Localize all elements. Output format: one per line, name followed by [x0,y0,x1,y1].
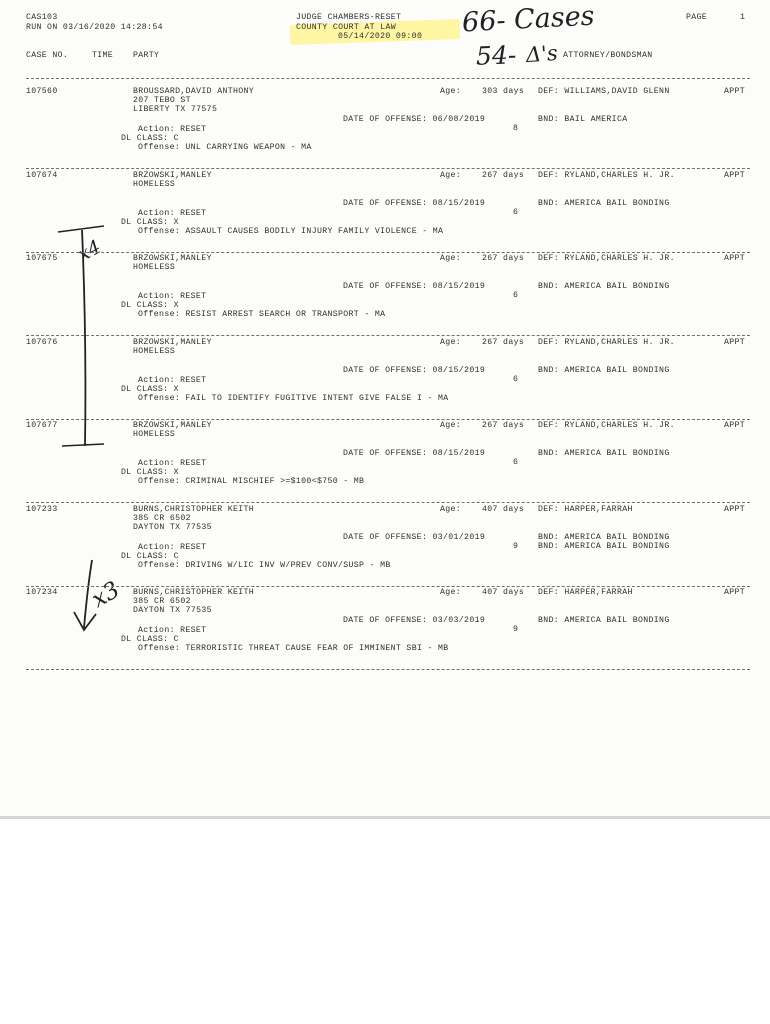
dl-class: DL CLASS: X [121,218,179,227]
report-id: CAS103 [26,13,58,22]
handwritten-case-count: 66- Cases [461,0,596,39]
offense-description: Offense: TERRORISTIC THREAT CAUSE FEAR OF IMMINENT SBI - MB [138,644,449,653]
date-of-offense: DATE OF OFFENSE: 08/15/2019 [343,366,486,375]
page-number: 1 [740,13,746,22]
age-value: 267 days [482,254,525,263]
age-label: Age: [440,421,462,430]
bondsman: BND: AMERICA BAIL BONDING [538,533,670,542]
case-divider [26,168,750,169]
appointment-flag: APPT [724,87,746,96]
case-number: 107560 [26,87,58,96]
age-value: 267 days [482,338,525,347]
offense-description: Offense: RESIST ARREST SEARCH OR TRANSPORT - MA [138,310,386,319]
dl-class: DL CLASS: X [121,385,179,394]
dl-class: DL CLASS: C [121,134,179,143]
party-address-line1: HOMELESS [133,347,176,356]
bondsman: BND: AMERICA BAIL BONDING [538,282,670,291]
date-of-offense: DATE OF OFFENSE: 08/15/2019 [343,199,486,208]
case-number: 107676 [26,338,58,347]
appointment-flag: APPT [724,588,746,597]
case-code: 6 [513,291,519,300]
defense-attorney: DEF: RYLAND,CHARLES H. JR. [538,254,675,263]
case-code: 6 [513,375,519,384]
case-action: Action: RESET [138,626,207,635]
run-timestamp: RUN ON 03/16/2020 14:28:54 [26,23,163,32]
appointment-flag: APPT [724,505,746,514]
party-address-line2: DAYTON TX 77535 [133,523,212,532]
party-address-line2: LIBERTY TX 77575 [133,105,218,114]
column-header-case-no: CASE NO. [26,51,69,60]
bondsman: BND: AMERICA BAIL BONDING [538,449,670,458]
defense-attorney: DEF: RYLAND,CHARLES H. JR. [538,421,675,430]
party-name: BRZOWSKI,MANLEY [133,421,212,430]
case-divider [26,335,750,336]
party-name: BRZOWSKI,MANLEY [133,171,212,180]
case-entry [0,505,770,595]
dl-class: DL CLASS: C [121,635,179,644]
appointment-flag: APPT [724,421,746,430]
age-value: 407 days [482,505,525,514]
age-label: Age: [440,588,462,597]
case-number: 107675 [26,254,58,263]
page-label: PAGE [686,13,708,22]
party-name: BRZOWSKI,MANLEY [133,254,212,263]
party-address-line1: HOMELESS [133,180,176,189]
bondsman: BND: AMERICA BAIL BONDING [538,366,670,375]
case-divider [26,419,750,420]
page-edge [0,816,770,819]
court-date: 05/14/2020 09:00 [338,32,423,41]
party-address-line2: DAYTON TX 77535 [133,606,212,615]
defense-attorney: DEF: HARPER,FARRAH [538,505,633,514]
date-of-offense: DATE OF OFFENSE: 08/15/2019 [343,449,486,458]
age-value: 267 days [482,171,525,180]
date-of-offense: DATE OF OFFENSE: 03/03/2019 [343,616,486,625]
court-title: JUDGE CHAMBERS-RESET [296,13,402,22]
party-name: BROUSSARD,DAVID ANTHONY [133,87,255,96]
date-of-offense: DATE OF OFFENSE: 03/01/2019 [343,533,486,542]
bondsman: BND: AMERICA BAIL BONDING [538,542,670,551]
offense-description: Offense: UNL CARRYING WEAPON - MA [138,143,312,152]
case-entry [0,87,770,177]
defense-attorney: DEF: RYLAND,CHARLES H. JR. [538,338,675,347]
age-label: Age: [440,87,462,96]
handwritten-defendant-count: 54- [475,40,517,71]
handwritten-delta-note: Δ's [525,40,559,68]
case-number: 107233 [26,505,58,514]
case-divider [26,586,750,587]
offense-description: Offense: FAIL TO IDENTIFY FUGITIVE INTENT GIVE FALSE I - MA [138,394,449,403]
case-divider [26,502,750,503]
court-name: COUNTY COURT AT LAW [296,23,397,32]
case-code: 6 [513,458,519,467]
case-entry [0,254,770,344]
party-address-line1: 385 CR 6502 [133,597,191,606]
dl-class: DL CLASS: C [121,552,179,561]
party-address-line1: HOMELESS [133,263,176,272]
dl-class: DL CLASS: X [121,468,179,477]
offense-description: Offense: DRIVING W/LIC INV W/PREV CONV/SUSP - MB [138,561,391,570]
party-name: BURNS,CHRISTOPHER KEITH [133,505,255,514]
party-name: BURNS,CHRISTOPHER KEITH [133,588,255,597]
defense-attorney: DEF: HARPER,FARRAH [538,588,633,597]
case-action: Action: RESET [138,125,207,134]
case-action: Action: RESET [138,292,207,301]
handwritten-x3-note: x3 [87,576,125,614]
dl-class: DL CLASS: X [121,301,179,310]
column-header-time: TIME [92,51,114,60]
bondsman: BND: AMERICA BAIL BONDING [538,616,670,625]
party-address-line1: HOMELESS [133,430,176,439]
defense-attorney: DEF: WILLIAMS,DAVID GLENN [538,87,670,96]
bondsman: BND: AMERICA BAIL BONDING [538,199,670,208]
handwritten-x4-note: x4 [74,235,105,267]
case-number: 107677 [26,421,58,430]
case-code: 9 [513,625,519,634]
age-value: 407 days [482,588,525,597]
case-code: 6 [513,208,519,217]
case-entry [0,171,770,261]
appointment-flag: APPT [724,338,746,347]
offense-description: Offense: ASSAULT CAUSES BODILY INJURY FAMILY VIOLENCE - MA [138,227,444,236]
party-address-line1: 385 CR 6502 [133,514,191,523]
case-code: 8 [513,124,519,133]
party-address-line1: 207 TEBO ST [133,96,191,105]
age-label: Age: [440,505,462,514]
case-number: 107234 [26,588,58,597]
party-name: BRZOWSKI,MANLEY [133,338,212,347]
appointment-flag: APPT [724,171,746,180]
date-of-offense: DATE OF OFFENSE: 06/08/2019 [343,115,486,124]
case-action: Action: RESET [138,209,207,218]
case-divider [26,669,750,670]
column-header-party: PARTY [133,51,160,60]
date-of-offense: DATE OF OFFENSE: 08/15/2019 [343,282,486,291]
header-divider [26,78,750,79]
age-value: 267 days [482,421,525,430]
age-label: Age: [440,171,462,180]
defense-attorney: DEF: RYLAND,CHARLES H. JR. [538,171,675,180]
case-action: Action: RESET [138,459,207,468]
case-entry [0,421,770,511]
age-value: 303 days [482,87,525,96]
case-entry [0,338,770,428]
case-action: Action: RESET [138,543,207,552]
case-number: 107674 [26,171,58,180]
age-label: Age: [440,254,462,263]
column-header-attorney: ATTORNEY/BONDSMAN [563,51,653,60]
case-action: Action: RESET [138,376,207,385]
case-code: 9 [513,542,519,551]
bondsman: BND: BAIL AMERICA [538,115,628,124]
appointment-flag: APPT [724,254,746,263]
offense-description: Offense: CRIMINAL MISCHIEF >=$100<$750 - MB [138,477,365,486]
case-divider [26,252,750,253]
age-label: Age: [440,338,462,347]
case-entry [0,588,770,678]
